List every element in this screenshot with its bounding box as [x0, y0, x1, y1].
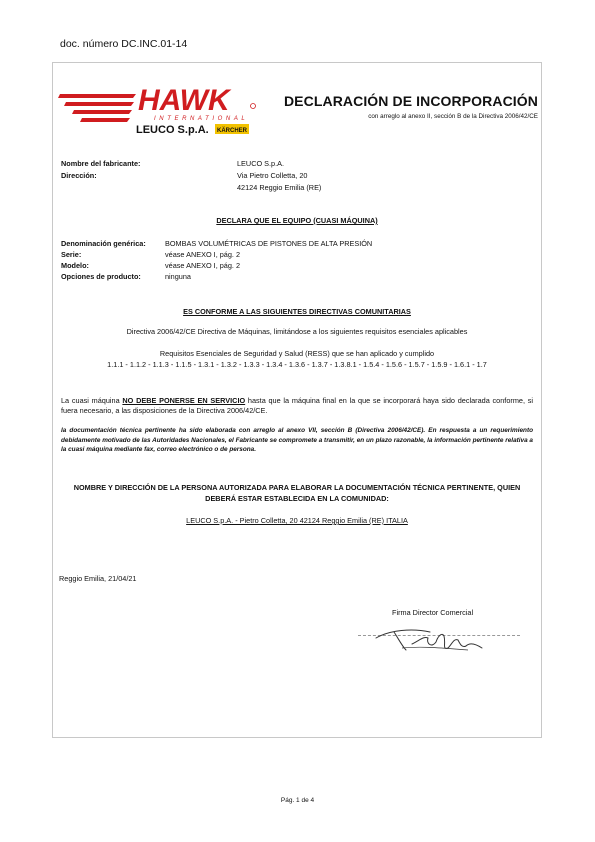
generic-value: BOMBAS VOLUMÉTRICAS DE PISTONES DE ALTA PRESIÓN — [165, 239, 373, 248]
authorized-address-row — [52, 516, 542, 525]
page-footer: Pág. 1 de 4 — [280, 797, 315, 804]
authorized-heading — [52, 482, 542, 504]
series-value: véase ANEXO I, pág. 2 — [165, 250, 241, 259]
ress-text: Requisitos Esenciales de Seguridad y Salud (RESS) que se han aplicado y cumplido — [159, 349, 435, 358]
handwritten-signature — [372, 622, 492, 658]
logo-speed-stripes — [58, 94, 136, 122]
manufacturer-block — [61, 158, 531, 194]
declares-text: DECLARA QUE EL EQUIPO (CUASI MÁQUINA) — [216, 216, 378, 225]
options-value: ninguna — [165, 272, 191, 281]
statement-prefix: La cuasi máquina — [61, 396, 123, 405]
model-value: véase ANEXO I, pág. 2 — [165, 261, 241, 270]
authorized-address: LEUCO S.p.A. - Pietro Colletta, 20 42124 Reggio Emilia (RE) ITALIA — [186, 516, 408, 525]
hawk-leuco-logo — [56, 80, 256, 136]
declares-heading — [52, 216, 542, 225]
logo-company: LEUCO S.p.A. — [136, 124, 209, 136]
logo-partner: KÄRCHER — [217, 128, 247, 134]
directive-text: Directiva 2006/42/CE Directiva de Máquinas, limitándose a los siguientes requisitos esenciales aplicables — [126, 327, 468, 336]
generic-label: Denominación genérica: — [61, 239, 146, 248]
logo-tagline: INTERNATIONAL — [154, 116, 249, 122]
document-number: doc. número DC.INC.01-14 — [60, 38, 188, 50]
signature-label: Firma Director Comercial — [392, 608, 474, 617]
manufacturer-name-value: LEUCO S.p.A. — [237, 159, 285, 168]
statement-emphasis: NO DEBE PONERSE EN SERVICIO — [122, 396, 246, 405]
document-subtitle: con arreglo al anexo II, sección B de la Directiva 2006/42/CE — [368, 113, 538, 120]
equipment-block — [61, 238, 531, 286]
address-line1: Via Pietro Colletta, 20 — [237, 171, 308, 180]
address-label: Dirección: — [61, 171, 97, 180]
address-line2: 42124 Reggio Emilia (RE) — [237, 183, 322, 192]
authorized-heading-line1: NOMBRE Y DIRECCIÓN DE LA PERSONA AUTORIZADA PARA ELABORAR LA DOCUMENTACIÓN TÉCNICA PERTINENTE, QUIEN — [73, 483, 521, 492]
statement-paragraph — [61, 396, 533, 416]
options-label: Opciones de producto: — [61, 272, 141, 281]
statement-suffix: hasta que la máquina final en la que se incorporará haya sido declarada conforme, si fuera necesario, a las disposiciones de la Directiva 2006/42/CE. — [61, 396, 533, 415]
document-title: DECLARACIÓN DE INCORPORACIÓN — [283, 93, 538, 109]
ress-list: 1.1.1 - 1.1.2 - 1.1.3 - 1.1.5 - 1.3.1 - 1.3.2 - 1.3.3 - 1.3.4 - 1.3.6 - 1.3.7 - 1.3.8.1 - 1.5.4 - 1.5.6 - 1.5.7 - 1.5.9 - 1.6.1 - 1.7 — [107, 360, 487, 369]
logo-brand: HAWK — [138, 84, 230, 117]
technical-doc-note: la documentación técnica pertinente ha sido elaborada con arreglo al anexo VII, sección B (Directiva 2006/42/CE). En respuesta a un requerimiento debidamente motivado de las Autoridades Nacionales, el Fabricante se compromete a transmitir, en un plazo razonable, la información pertinente relativa a la cuasi máquina mediante fax, correo electrónico o de persona. — [61, 427, 533, 453]
authorized-heading-line2: DEBERÁ ESTAR ESTABLECIDA EN LA COMUNIDAD: — [205, 494, 389, 503]
model-label: Modelo: — [61, 261, 89, 270]
conformity-heading — [52, 307, 542, 316]
manufacturer-name-label: Nombre del fabricante: — [61, 159, 141, 168]
conformity-heading-text: ES CONFORME A LAS SIGUIENTES DIRECTIVAS COMUNITARIAS — [183, 307, 411, 316]
series-label: Serie: — [61, 250, 82, 259]
place-date: Reggio Emilia, 21/04/21 — [59, 574, 137, 583]
